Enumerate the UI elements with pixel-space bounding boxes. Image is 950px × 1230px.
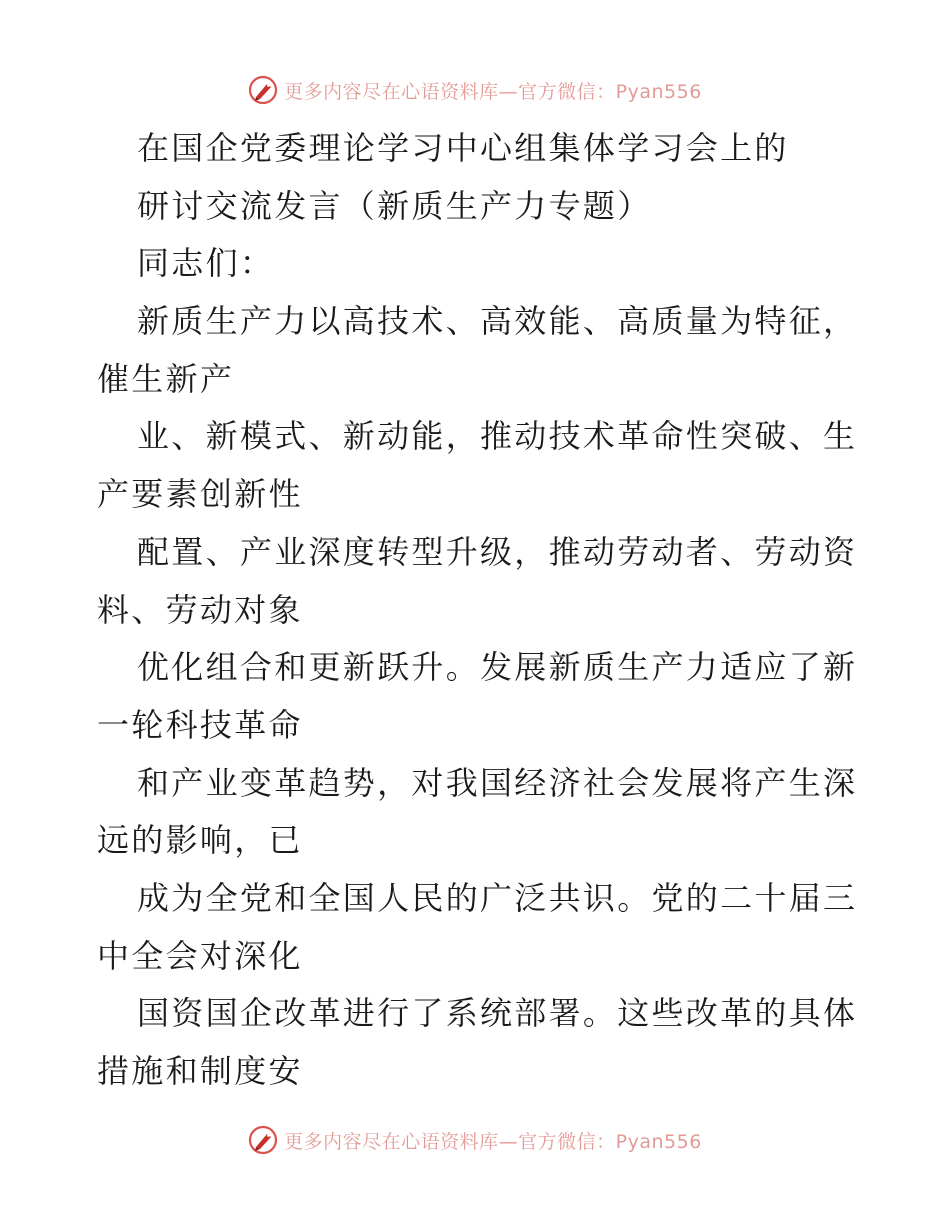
header-watermark	[0, 70, 950, 110]
text-line: 研讨交流发言（新质生产力专题）	[137, 186, 652, 225]
text-line: 一轮科技革命	[97, 705, 303, 744]
text-line: 产要素创新性	[97, 475, 303, 514]
document-body	[97, 120, 857, 1101]
text-line: 和产业变革趋势，对我国经济社会发展将产生深	[137, 763, 857, 802]
text-line: 措施和制度安	[97, 1052, 303, 1090]
text-line: 成为全党和全国人民的广泛共识。党的二十届三	[137, 878, 857, 917]
text-line: 业、新模式、新动能，推动技术革命性突破、生	[137, 417, 857, 456]
text-line: 在国企党委理论学习中心组集体学习会上的	[137, 129, 789, 167]
text-line: 料、劳动对象	[97, 590, 303, 629]
text-line: 催生新产	[97, 359, 235, 398]
text-line: 中全会对深化	[97, 936, 303, 975]
watermark-text: 更多内容尽在心语资料库—官方微信：Pyan556	[284, 80, 702, 103]
footer-watermark	[0, 1120, 950, 1160]
pen-nib-logo-icon	[248, 1125, 278, 1155]
text-line: 远的影响，已	[97, 821, 303, 860]
text-line: 配置、产业深度转型升级，推动劳动者、劳动资	[137, 532, 857, 571]
watermark-text: 更多内容尽在心语资料库—官方微信：Pyan556	[284, 1130, 702, 1153]
text-line: 同志们：	[137, 244, 275, 283]
text-line: 新质生产力以高技术、高效能、高质量为特征，	[137, 302, 857, 341]
text-line: 国资国企改革进行了系统部署。这些改革的具体	[137, 994, 857, 1033]
text-line: 优化组合和更新跃升。发展新质生产力适应了新	[137, 648, 857, 687]
pen-nib-logo-icon	[248, 75, 278, 105]
